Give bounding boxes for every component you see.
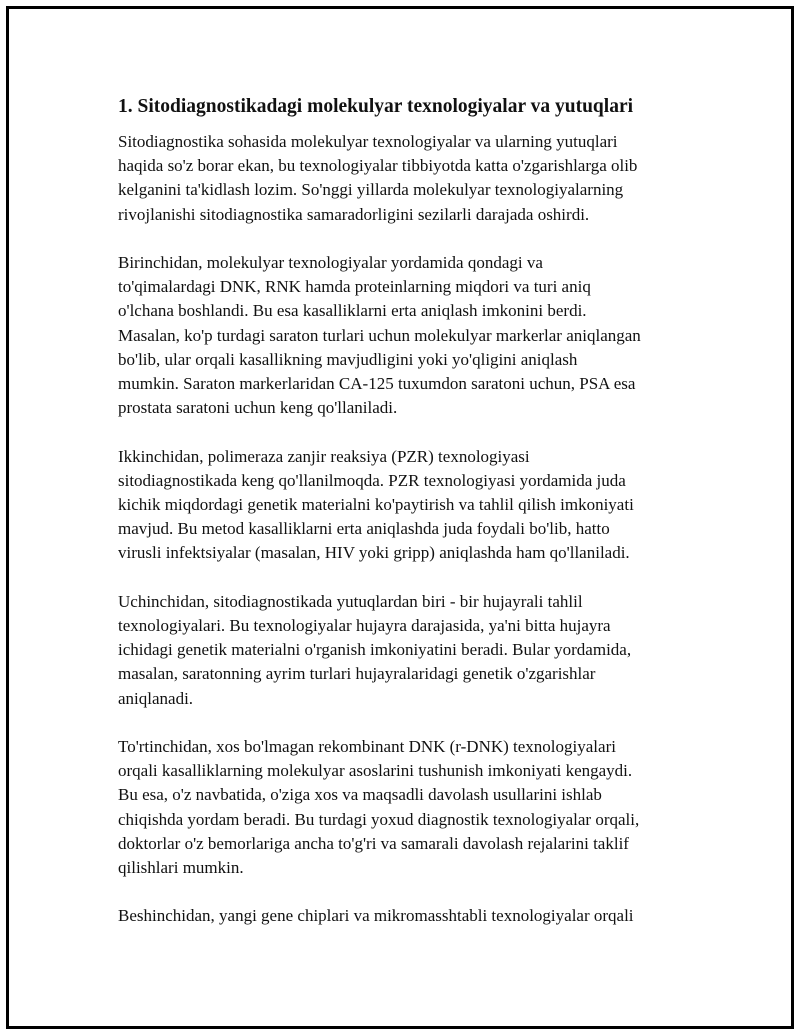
document-body	[118, 94, 688, 953]
section-heading: 1. Sitodiagnostikadagi molekulyar texnologiyalar va yutuqlari	[118, 96, 634, 117]
paragraph-intro: Sitodiagnostika sohasida molekulyar texnologiyalar va ularning yutuqlari haqida so'z borar ekan, bu texnologiyalar tibbiyotda katta o'zgarishlarga olib kelganini ta'kidlash lozim. So'nggi yillarda molekulyar texnologiyalarning rivojlanishi sitodiagnostika samaradorligini sezilarli darajada oshirdi.	[118, 132, 638, 224]
paragraph-fifth: Beshinchidan, yangi gene chiplari va mikromasshtabli texnologiyalar orqali	[118, 906, 634, 926]
paragraph-fourth: To'rtinchidan, xos bo'lmagan rekombinant DNK (r-DNK) texnologiyalari orqali kasalliklarning molekulyar asoslarini tushunish imkoniyati kengaydi. Bu esa, o'z navbatida, o'ziga xos va maqsadli davolash usullarini ishlab chiqishda yordam beradi. Bu turdagi yoxud diagnostik texnologiyalar orqali, doktorlar o'z bemorlariga ancha to'g'ri va samarali davolash rejalarini taklif qilishlari mumkin.	[118, 737, 640, 878]
paragraph-third: Uchinchidan, sitodiagnostikada yutuqlardan biri - bir hujayrali tahlil texnologiyalari. Bu texnologiyalar hujayra darajasida, ya'ni bitta hujayra ichidagi genetik materialni o'rganish imkoniyatini beradi. Bular yordamida, masalan, saratonning ayrim turlari hujayralaridagi genetik o'zgarishlar aniqlanadi.	[118, 591, 632, 708]
paragraph-first: Birinchidan, molekulyar texnologiyalar yordamida qondagi va to'qimalardagi DNK, RNK hamda proteinlarning miqdori va turi aniq o'lchana boshlandi. Bu esa kasalliklarni erta aniqlash imkonini berdi. Masalan, ko'p turdagi saraton turlari uchun molekulyar markerlar aniqlangan bo'lib, ular orqali kasallikning mavjudligini yoki yo'qligini aniqlash mumkin. Saraton markerlaridan CA-125 tuxumdon saratoni uchun, PSA esa prostata saratoni uchun keng qo'llaniladi.	[118, 253, 641, 418]
paragraph-second: Ikkinchidan, polimeraza zanjir reaksiya (PZR) texnologiyasi sitodiagnostikada keng qo'llanilmoqda. PZR texnologiyasi yordamida juda kichik miqdordagi genetik materialni ko'paytirish va tahlil qilish imkoniyati mavjud. Bu metod kasalliklarni erta aniqlashda juda foydali bo'lib, hatto virusli infektsiyalar (masalan, HIV yoki gripp) aniqlashda ham qo'llaniladi.	[118, 446, 634, 563]
